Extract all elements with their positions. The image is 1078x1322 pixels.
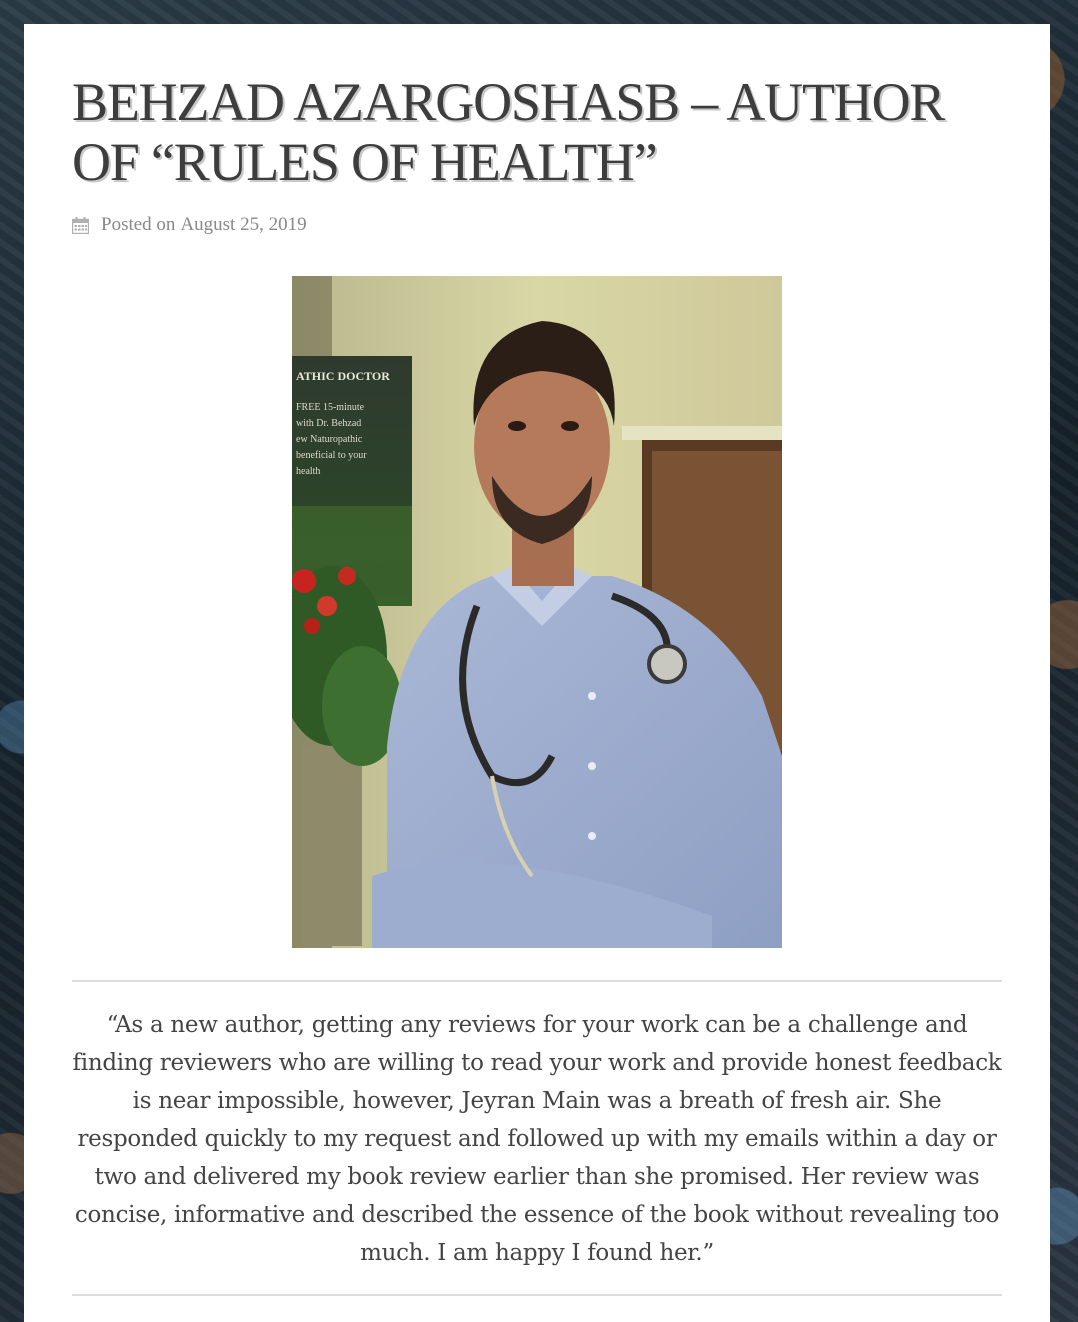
post-title: BEHZAD AZARGOSHASB – AUTHOR OF “RULES OF HEALTH”: [72, 72, 945, 192]
sign-line: with Dr. Behzad: [296, 418, 362, 429]
sign-line: ew Naturopathic: [296, 434, 363, 445]
calendar-icon: [72, 217, 89, 234]
sign-heading: ATHIC DOCTOR: [296, 369, 390, 383]
post-card: [24, 24, 1050, 1322]
sign-line: FREE 15-minute: [296, 402, 365, 413]
testimonial-quote: “As a new author, getting any reviews for your work can be a challenge and finding reviewers who are willing to read your work and provide honest feedback is near impossible, however, Jeyran Main was a breath of fresh air. She responded quickly to my request and followed up with my emails within a day or two and delivered my book review earlier than she promised. Her review was concise, informative and described the essence of the book without revealing too much. I am happy I found her.”: [72, 1012, 1002, 1266]
quote-bottom-divider: [72, 1294, 1002, 1296]
featured-image-wrap: [72, 276, 1002, 948]
sign-line: beneficial to your: [296, 450, 367, 461]
quote-top-divider: [72, 980, 1002, 982]
sign-line: health: [296, 466, 321, 477]
post-meta: [72, 214, 1002, 236]
posted-on-label: Posted on: [101, 214, 176, 235]
post-date-link[interactable]: August 25, 2019: [180, 214, 307, 235]
author-photo: [292, 276, 782, 948]
